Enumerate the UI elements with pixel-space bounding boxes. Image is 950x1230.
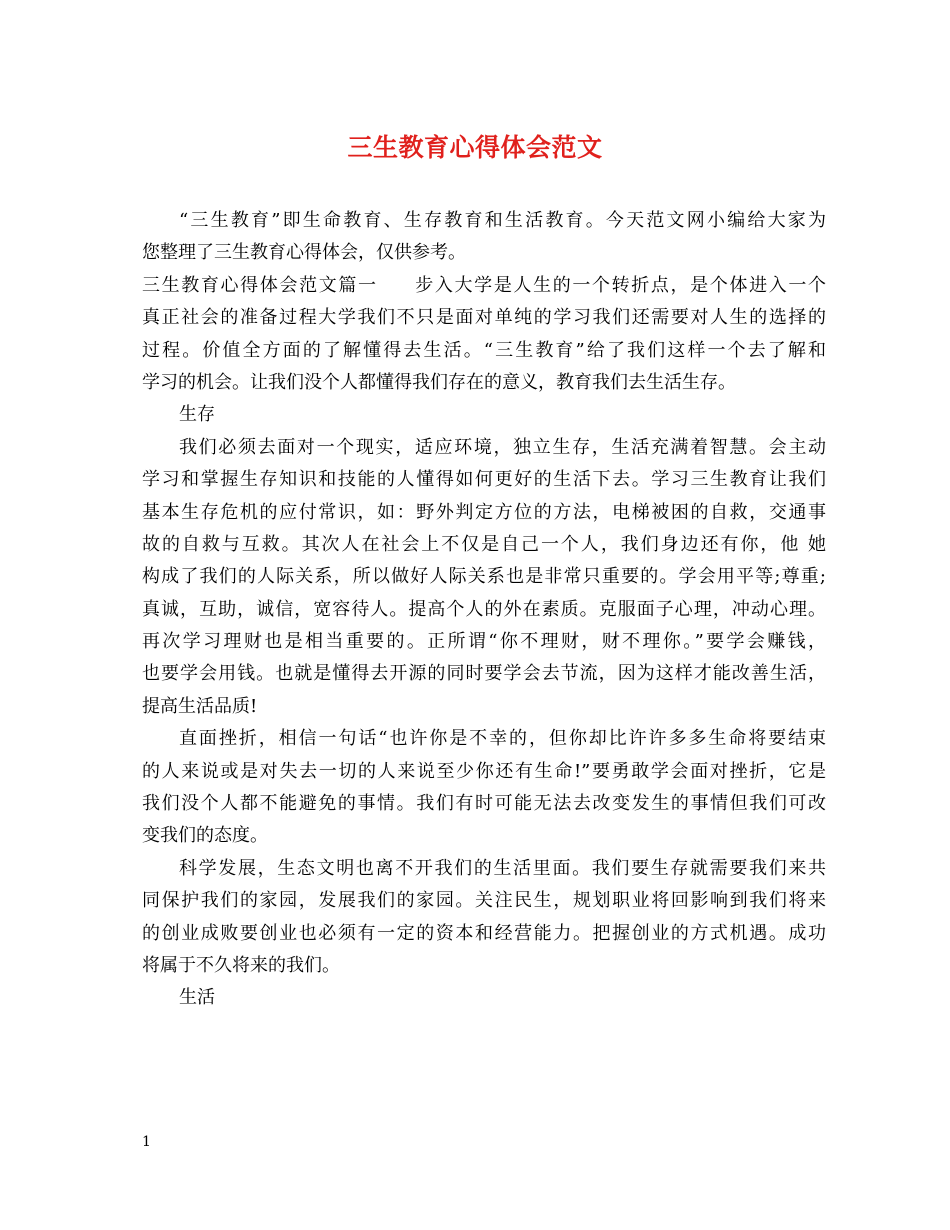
body-text — [142, 205, 826, 1015]
paragraph-line: 基本生存危机的应付常识，如：野外判定方位的方法，电梯被困的自救，交通事 — [142, 501, 826, 523]
page-number: 1 — [142, 1134, 151, 1150]
paragraph-line: 真诚，互助，诚信，宽容待人。提高个人的外在素质。克服面子心理，冲动心理。 — [142, 598, 826, 620]
paragraph-line: 将属于不久将来的我们。 — [142, 954, 340, 976]
paragraph-line: 的人来说或是对失去一切的人来说至少你还有生命!”要勇敢学会面对挫折，它是 — [142, 760, 826, 782]
paragraph-line: “三生教育”即生命教育、生存教育和生活教育。今天范文网小编给大家为 — [179, 210, 826, 231]
subheading-survival: 生存 — [179, 404, 215, 426]
paragraph-line: 真正社会的准备过程大学我们不只是面对单纯的学习我们还需要对人生的选择的 — [142, 307, 826, 329]
paragraph-line: 过程。价值全方面的了解懂得去生活。“三生教育”给了我们这样一个去了解和 — [142, 339, 826, 361]
paragraph-line: 学习和掌握生存知识和技能的人懂得如何更好的生活下去。学习三生教育让我们 — [142, 469, 826, 491]
paragraph-line: 构成了我们的人际关系，所以做好人际关系也是非常只重要的。学会用平等;尊重; — [142, 566, 826, 588]
paragraph-line: 再次学习理财也是相当重要的。正所谓“你不理财，财不理你。”要学会赚钱， — [142, 631, 826, 653]
paragraph-line: 科学发展，生态文明也离不开我们的生活里面。我们要生存就需要我们来共 — [179, 857, 826, 879]
paragraph-line: 的创业成败要创业也必须有一定的资本和经营能力。把握创业的方式机遇。成功 — [142, 922, 826, 944]
paragraph-line: 也要学会用钱。也就是懂得去开源的同时要学会去节流，因为这样才能改善生活， — [142, 663, 826, 685]
paragraph-line: 直面挫折，相信一句话“也许你是不幸的，但你却比许许多多生命将要结束 — [179, 728, 826, 750]
paragraph-line: 您整理了三生教育心得体会，仅供参考。 — [142, 242, 466, 264]
paragraph-line — [142, 270, 826, 302]
paragraph-line: 我们必须去面对一个现实，适应环境，独立生存，生活充满着智慧。会主动 — [179, 436, 826, 458]
page-title: 三生教育心得体会范文 — [347, 133, 603, 162]
paragraph-line: 同保护我们的家园，发展我们的家园。关注民生，规划职业将回影响到我们将来 — [142, 890, 826, 912]
paragraph-text: 步入大学是人生的一个转折点，是个体进入一个 — [413, 274, 827, 296]
paragraph-line: 我们没个人都不能避免的事情。我们有时可能无法去改变发生的事情但我们可改 — [142, 793, 826, 815]
paragraph-line: 提高生活品质! — [142, 695, 258, 717]
paragraph-line: 变我们的态度。 — [142, 825, 268, 847]
subheading-life: 生活 — [179, 987, 215, 1009]
paragraph-line: 学习的机会。让我们没个人都懂得我们存在的意义，教育我们去生活生存。 — [142, 371, 736, 393]
paragraph-line: 故的自救与互救。其次人在社会上不仅是自己一个人，我们身边还有你，他 她 — [142, 533, 826, 555]
section-heading: 三生教育心得体会范文篇一 — [142, 274, 378, 296]
